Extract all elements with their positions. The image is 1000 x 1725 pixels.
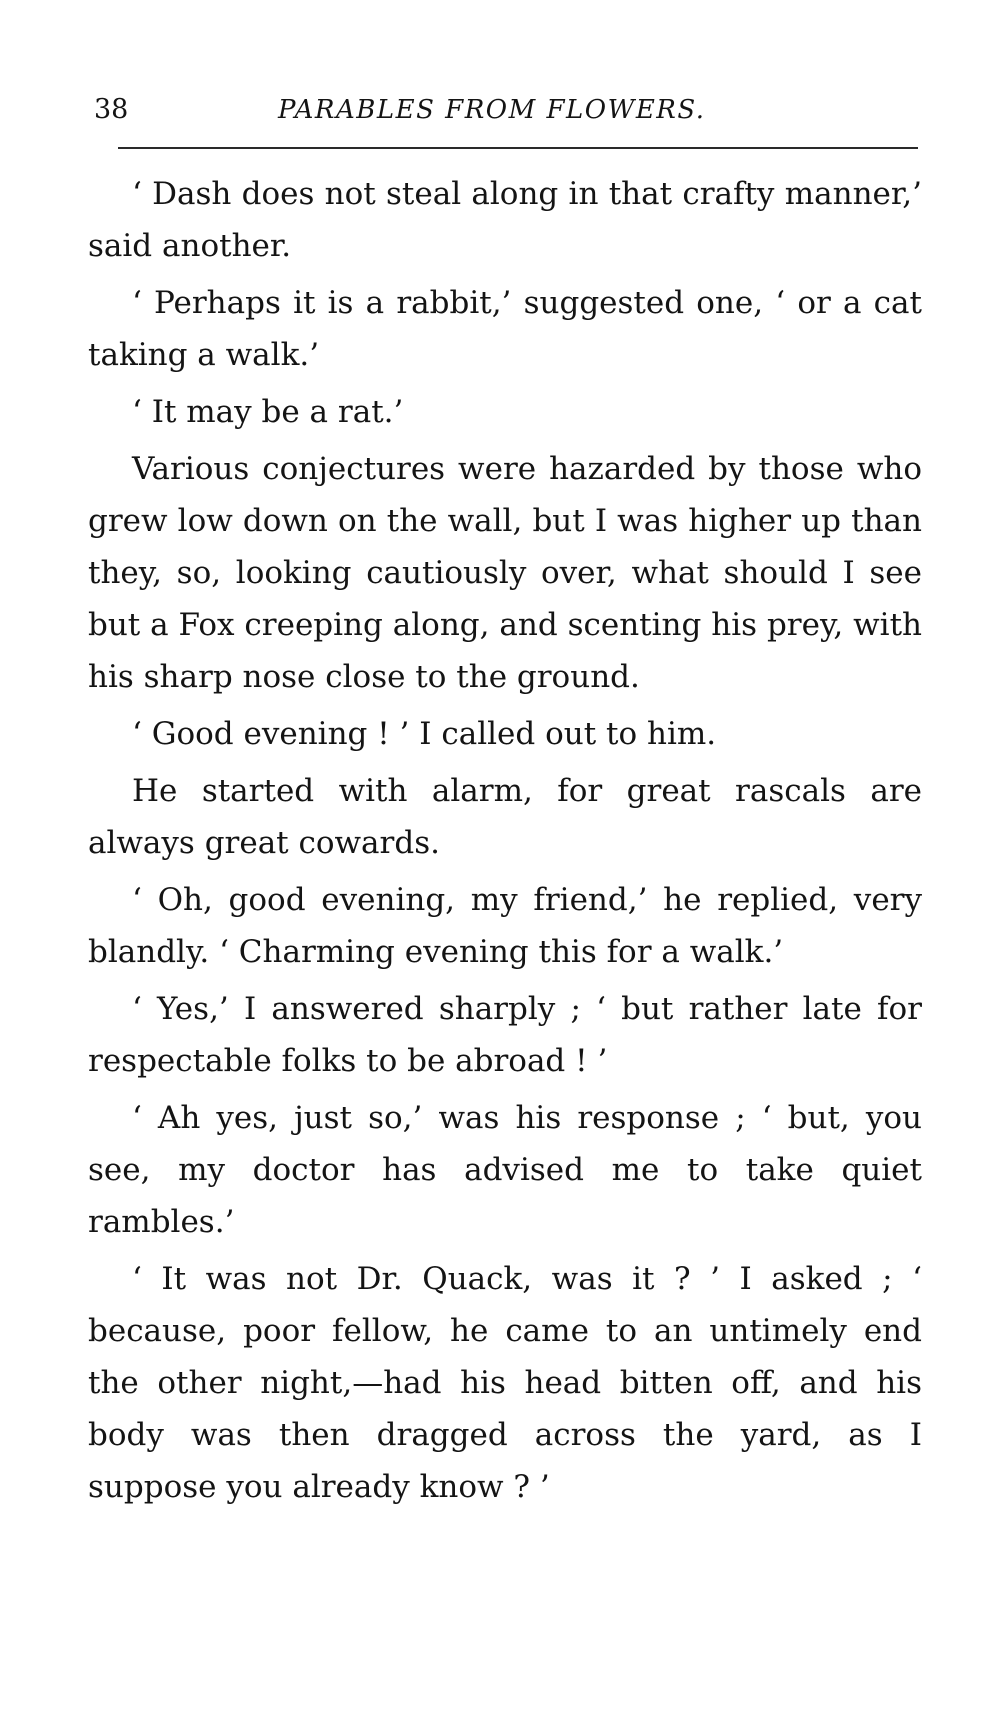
paragraph: ‘ Ah yes, just so,’ was his response ; ‘ but, you see, my doctor has advised me to take quiet rambles.’ [88,1100,922,1240]
paragraph: ‘ Good evening ! ’ I called out to him. [132,716,717,752]
page-number: 38 [94,94,129,125]
paragraph: He started with alarm, for great rascals are always great cowards. [88,773,922,861]
paragraph: ‘ Yes,’ I answered sharply ; ‘ but rather late for respectable folks to be abroad ! ’ [88,991,922,1079]
paragraph: ‘ Dash does not steal along in that crafty manner,’ said another. [88,176,922,264]
paragraph: ‘ Perhaps it is a rabbit,’ suggested one, ‘ or a cat taking a walk.’ [88,285,922,373]
paragraph: ‘ It was not Dr. Quack, was it ? ’ I asked ; ‘ because, poor fellow, he came to an untimely end the other night,—had his head bitten off, and his body was then dragged across the yard, as I suppose you already know ? ’ [88,1261,922,1505]
paragraph: Various conjectures were hazarded by those who grew low down on the wall, but I was higher up than they, so, looking cautiously over, what should I see but a Fox creeping along, and scenting his prey, with his sharp nose close to the ground. [88,451,922,695]
body-text [88,168,922,1518]
page-header [88,92,918,136]
paragraph: ‘ It may be a rat.’ [132,394,404,430]
running-title: PARABLES FROM FLOWERS. [278,95,706,125]
header-rule [118,147,918,149]
paragraph: ‘ Oh, good evening, my friend,’ he replied, very blandly. ‘ Charming evening this for a walk.’ [88,882,922,970]
